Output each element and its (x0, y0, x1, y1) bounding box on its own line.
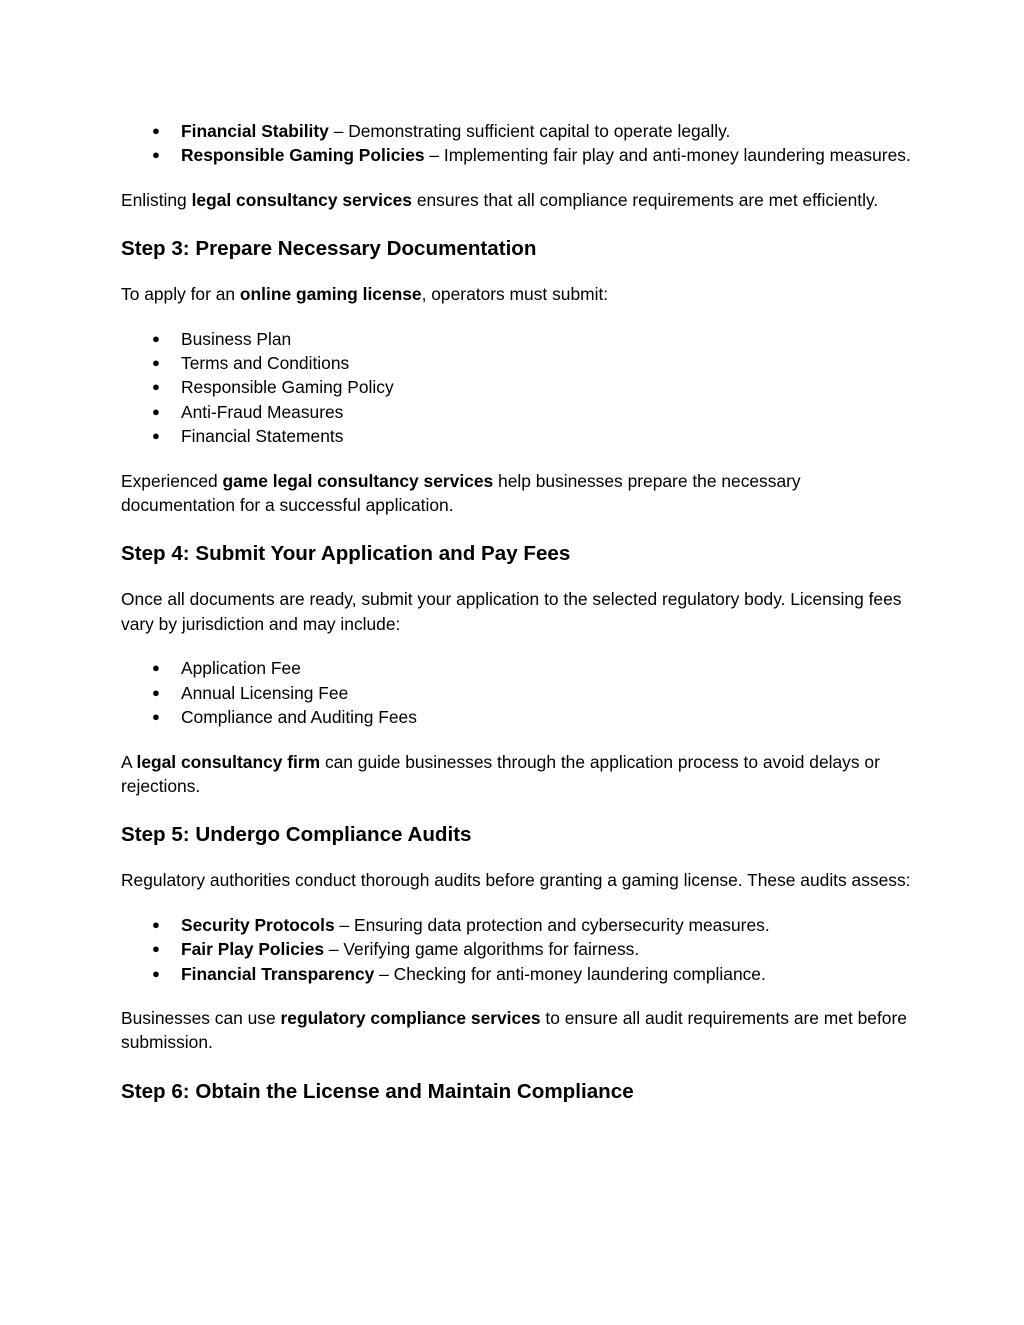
step4-intro: Once all documents are ready, submit your application to the selected regulatory body. Licensing fees vary by jurisdiction and may include: (121, 589, 902, 634)
bullet-icon: ● (152, 660, 160, 676)
step4-heading: Step 4: Submit Your Application and Pay Fees (121, 542, 571, 566)
list-item-term: Responsible Gaming Policies (181, 145, 425, 166)
list-item: ● Annual Licensing Fee (121, 681, 911, 705)
list-item (121, 143, 911, 167)
step5-outro: Businesses can use regulatory compliance services to ensure all audit requirements are met before submission. (121, 1007, 907, 1053)
document-page (121, 119, 911, 1105)
bullet-icon: ● (152, 403, 160, 419)
list-item: ● Financial Statements (121, 424, 911, 448)
step3-outro: Experienced game legal consultancy services help businesses prepare the necessary documentation for a successful application. (121, 470, 801, 516)
step4-fees-list (121, 656, 911, 729)
bullet-icon: ● (152, 965, 160, 981)
step6-heading: Step 6: Obtain the License and Maintain Compliance (121, 1079, 634, 1103)
bullet-icon: ● (152, 941, 160, 957)
step3-heading: Step 3: Prepare Necessary Documentation (121, 237, 537, 261)
bullet-icon: ● (152, 916, 160, 932)
list-item: ● Compliance and Auditing Fees (121, 705, 911, 729)
step3-intro: To apply for an online gaming license, operators must submit: (121, 284, 609, 305)
bullet-icon: ● (152, 684, 160, 700)
list-item: ● Terms and Conditions (121, 351, 911, 375)
bullet-icon: ● (152, 330, 160, 346)
requirements-list (121, 119, 911, 168)
step5-intro: Regulatory authorities conduct thorough audits before granting a gaming license. These audits assess: (121, 870, 911, 891)
step3-documents-list (121, 327, 911, 449)
bullet-icon: ● (152, 428, 160, 444)
list-item: ● Business Plan (121, 327, 911, 351)
paragraph-enlisting: Enlisting legal consultancy services ensures that all compliance requirements are met efficiently. (121, 189, 879, 210)
bullet-icon: ● (152, 147, 160, 163)
list-item: ● Fair Play Policies – Verifying game algorithms for fairness. (121, 937, 911, 961)
step4-outro: A legal consultancy firm can guide businesses through the application process to avoid delays or rejections. (121, 751, 880, 796)
step5-heading: Step 5: Undergo Compliance Audits (121, 823, 472, 847)
step5-audit-list (121, 913, 911, 986)
list-item-desc: – Demonstrating sufficient capital to operate legally. (328, 121, 731, 141)
bullet-icon: ● (152, 123, 160, 138)
bullet-icon: ● (152, 709, 160, 725)
list-item (121, 119, 911, 143)
list-item-desc: – Implementing fair play and anti-money laundering measures. (424, 145, 911, 166)
bullet-icon: ● (152, 379, 160, 395)
bullet-icon: ● (152, 355, 160, 371)
list-item: ● Responsible Gaming Policy (121, 375, 911, 399)
list-item: ● Anti-Fraud Measures (121, 400, 911, 424)
list-item: ● Security Protocols – Ensuring data protection and cybersecurity measures. (121, 913, 911, 937)
list-item: ● Application Fee (121, 656, 911, 680)
list-item-term: Financial Stability (181, 121, 329, 141)
list-item: ● Financial Transparency – Checking for anti-money laundering compliance. (121, 962, 911, 986)
